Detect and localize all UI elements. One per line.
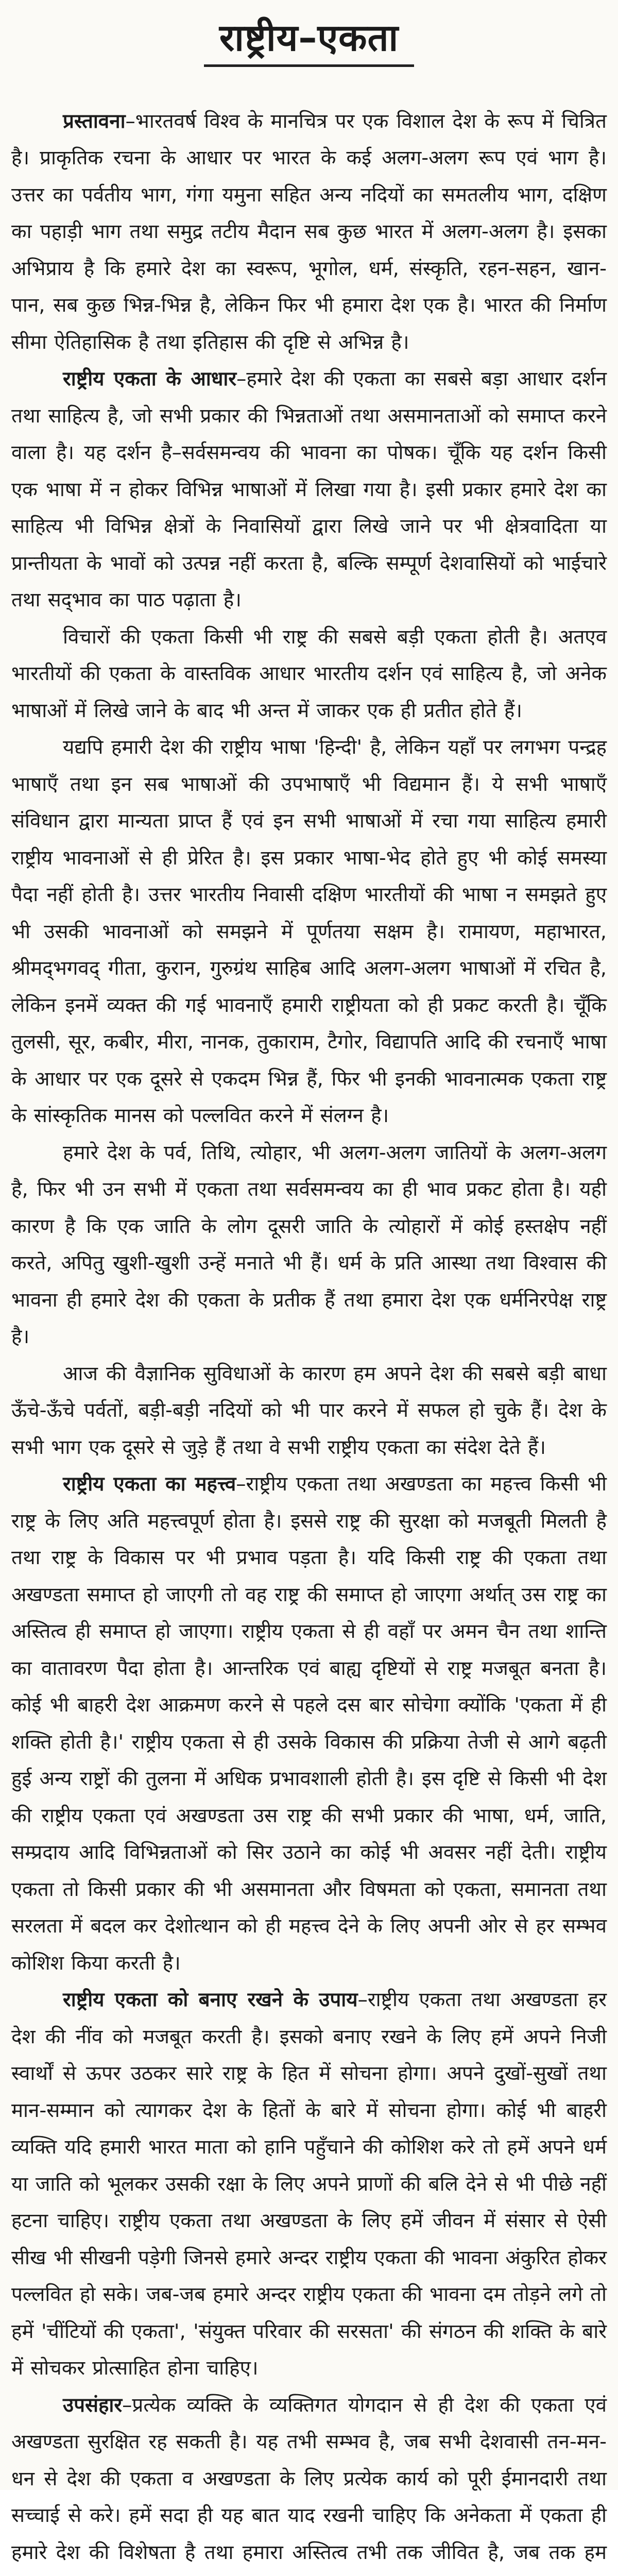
title-wrap (11, 16, 607, 67)
section-text: विचारों की एकता किसी भी राष्ट्र की सबसे बड़ी एकता होती है। अतएव भारतीयों की एकता के वास्तविक आधार भारतीय दर्शन एवं साहित्य है, जो अनेक भाषाओं में लिखे जाने के बाद भी अन्त में जाकर एक ही प्रतीत होते हैं। (11, 625, 607, 722)
section-heading: राष्ट्रीय एकता के आधार (63, 367, 237, 391)
section-text: यद्यपि हमारी देश की राष्ट्रीय भाषा 'हिन्दी' है, लेकिन यहाँ पर लगभग पन्द्रह भाषाएँ तथा इन सब भाषाओं की उपभाषाएँ भी विद्यमान हैं। ये सभी भाषाएँ संविधान द्वारा मान्यता प्राप्त हैं एवं इन सभी भाषाओं में रचा गया साहित्य हमारी राष्ट्रीय भावनाओं से ही प्रेरित है। इस प्रकार भाषा-भेद होते हुए भी कोई समस्या पैदा नहीं होती है। उत्तर भारतीय निवासी दक्षिण भारतीयों की भाषा न समझते हुए भी उसकी भावनाओं को समझने में पूर्णतया सक्षम है। रामायण, महाभारत, श्रीमद्‌भगवद्‌ गीता, कुरान, गुरुग्रंथ साहिब आदि अलग-अलग भाषाओं में रचित है, लेकिन इनमें व्यक्त की गई भावनाएँ हमारी राष्ट्रीयता को ही प्रकट करती है। चूँकि तुलसी, सूर, कबीर, मीरा, नानक, तुकाराम, टैगोर, विद्यापति आदि की रचनाएँ भाषा के आधार पर एक दूसरे से एकदम भिन्न हैं, फिर भी इनकी भावनात्मक एकता राष्ट्र के सांस्कृतिक मानस को पल्लवित करने में संलग्न है। (11, 736, 607, 1128)
paragraph-upsanhar (11, 2387, 607, 2576)
section-text: –प्रत्येक व्यक्ति के व्यक्तिगत योगदान से ही देश की एकता एवं अखण्डता सुरक्षित रह सकती है। यह तभी सम्भव है, जब सभी देशवासी तन-मन-धन से देश की एकता व अखण्डता के लिए प्रत्येक कार्य को पूरी ईमानदारी तथा सच्चाई से करे। हमें सदा ही यह बात याद रखनी चाहिए कि अनेकता में एकता ही हमारे देश की विशेषता है तथा हमारा अस्तित्व तभी तक जीवित है, जब तक हम (11, 2393, 607, 2564)
section-text: आज की वैज्ञानिक सुविधाओं के कारण हम अपने देश की सबसे बड़ी बाधा ऊँचे-ऊँचे पर्वतों, बड़ी-बड़ी नदियों को भी पार करने में सफल हो चुके हैं। देश के सभी भाग एक दूसरे से जुड़े हैं तथा वे सभी राष्ट्रीय एकता का संदेश देते हैं। (11, 1362, 607, 1459)
paragraph-vaigyanik-suvidhayen (11, 1355, 607, 1466)
section-text: –हमारे देश की एकता का सबसे बड़ा आधार दर्शन तथा साहित्य है, जो सभी प्रकार की भिन्नताओं तथा असमानताओं को समाप्त करने वाला है। यह दर्शन है–सर्वसमन्वय की भावना का पोषक। चूँकि यह दर्शन किसी एक भाषा में न होकर विभिन्न भाषाओं में लिखा गया है। इसी प्रकार हमारे देश का साहित्य भी विभिन्न क्षेत्रों के निवासियों द्वारा लिखे जाने पर भी क्षेत्रवादिता या प्रान्तीयता के भावों को उत्पन्न नहीं करता है, बल्कि सम्पूर्ण देशवासियों को भाईचारे तथा सद्‌भाव का पाठ पढ़ाता है। (11, 367, 607, 612)
paragraph-bhasha (11, 729, 607, 1134)
section-text: –राष्ट्रीय एकता तथा अखण्डता हर देश की नींव को मजबूत करती है। इसको बनाए रखने के लिए हमें अपने निजी स्वार्थों से ऊपर उठकर सारे राष्ट्र के हित में सोचना होगा। अपने दुखों-सुखों तथा मान-सम्मान को त्यागकर देश के हितों के बारे में सोचना होगा। कोई भी बाहरी व्यक्ति यदि हमारी भारत माता को हानि पहुँचाने की कोशिश करे तो हमें अपने धर्म या जाति को भूलकर उसकी रक्षा के लिए अपने प्राणों की बलि देने से भी पीछे नहीं हटना चाहिए। राष्ट्रीय एकता तथा अखण्डता के लिए हमें जीवन में संसार से ऐसी सीख भी सीखनी पड़ेगी जिनसे हमारे अन्दर राष्ट्रीय एकता की भावना अंकुरित होकर पल्लवित हो सके। जब-जब हमारे अन्दर राष्ट्रीय एकता की भावना दम तोड़ने लगे तो हमें 'चींटियों की एकता', 'संयुक्त परिवार की सरसता' की संगठन की शक्ति के बारे में सोचकर प्रोत्साहित होना चाहिए। (11, 1988, 607, 2380)
section-heading: प्रस्तावना (63, 109, 126, 133)
paragraph-parv-tyohar (11, 1134, 607, 1355)
paragraph-vicharon-ki-ekta (11, 619, 607, 730)
section-heading: उपसंहार (63, 2393, 123, 2417)
paragraph-banaye-rakhne-ke-upay (11, 1981, 607, 2387)
section-text: हमारे देश के पर्व, तिथि, त्योहार, भी अलग-अलग जातियों के अलग-अलग है, फिर भी उन सभी में एकता तथा सर्वसमन्वय का ही भाव प्रकट होता है। यही कारण है कि एक जाति के लोग दूसरी जाति के त्योहारों में कोई हस्तक्षेप नहीं करते, अपितु खुशी-खुशी उन्हें मनाते भी हैं। धर्म के प्रति आस्था तथा विश्वास की भावना ही हमारे देश की एकता के प्रतीक हैं तथा हमारा देश एक धर्मनिरपेक्ष राष्ट्र है। (11, 1141, 607, 1349)
paragraph-ekta-ka-mahatva (11, 1466, 607, 1981)
page-title: राष्ट्रीय–एकता (204, 16, 414, 67)
section-heading: राष्ट्रीय एकता को बनाए रखने के उपाय (63, 1988, 358, 2012)
paragraph-prastavana (11, 103, 607, 361)
paragraph-ekta-ke-aadhar (11, 361, 607, 619)
section-heading: राष्ट्रीय एकता का महत्त्व (63, 1472, 236, 1496)
section-text: –भारतवर्ष विश्व के मानचित्र पर एक विशाल देश के रूप में चित्रित है। प्राकृतिक रचना के आधार पर भारत के कई अलग-अलग रूप एवं भाग है। उत्तर का पर्वतीय भाग, गंगा यमुना सहित अन्य नदियों का समतलीय भाग, दक्षिण का पहाड़ी भाग तथा समुद्र तटीय मैदान सब कुछ भारत में अलग-अलग है। इसका अभिप्राय है कि हमारे देश का स्वरूप, भूगोल, धर्म, संस्कृति, रहन-सहन, खान-पान, सब कुछ भिन्न-भिन्न है, लेकिन फिर भी हमारा देश एक है। भारत की निर्माण सीमा ऐतिहासिक है तथा इतिहास की दृष्टि से अभिन्न है। (11, 109, 607, 354)
section-text: –राष्ट्रीय एकता तथा अखण्डता का महत्त्व किसी भी राष्ट्र के लिए अति महत्त्वपूर्ण होता है। इससे राष्ट्र की सुरक्षा को मजबूती मिलती है तथा राष्ट्र के विकास पर भी प्रभाव पड़ता है। यदि किसी राष्ट्र की एकता तथा अखण्डता समाप्त हो जाएगी तो वह राष्ट्र की समाप्त हो जाएगा अर्थात्‌ उस राष्ट्र का अस्तित्व ही समाप्त हो जाएगा। राष्ट्रीय एकता से ही वहाँ पर अमन चैन तथा शान्ति का वातावरण पैदा होता है। आन्तरिक एवं बाह्य दृष्टियों से राष्ट्र मजबूत बनता है। कोई भी बाहरी देश आक्रमण करने से पहले दस बार सोचेगा क्योंकि 'एकता में ही शक्ति होती है।' राष्ट्रीय एकता से ही उसके विकास की प्रक्रिया तेजी से आगे बढ़ती हुई अन्य राष्ट्रों की तुलना में अधिक प्रभावशाली होती है। इस दृष्टि से किसी भी देश की राष्ट्रीय एकता एवं अखण्डता उस राष्ट्र की सभी प्रकार की भाषा, धर्म, जाति, सम्प्रदाय आदि विभिन्नताओं को सिर उठाने का कोई भी अवसर नहीं देती। राष्ट्रीय एकता तो किसी प्रकार की भी असमानता और विषमता को एकता, समानता तथा सरलता में बदल कर देशोत्थान को ही महत्त्व देने के लिए अपनी ओर से हर सम्भव कोशिश किया करती है। (11, 1472, 607, 1975)
